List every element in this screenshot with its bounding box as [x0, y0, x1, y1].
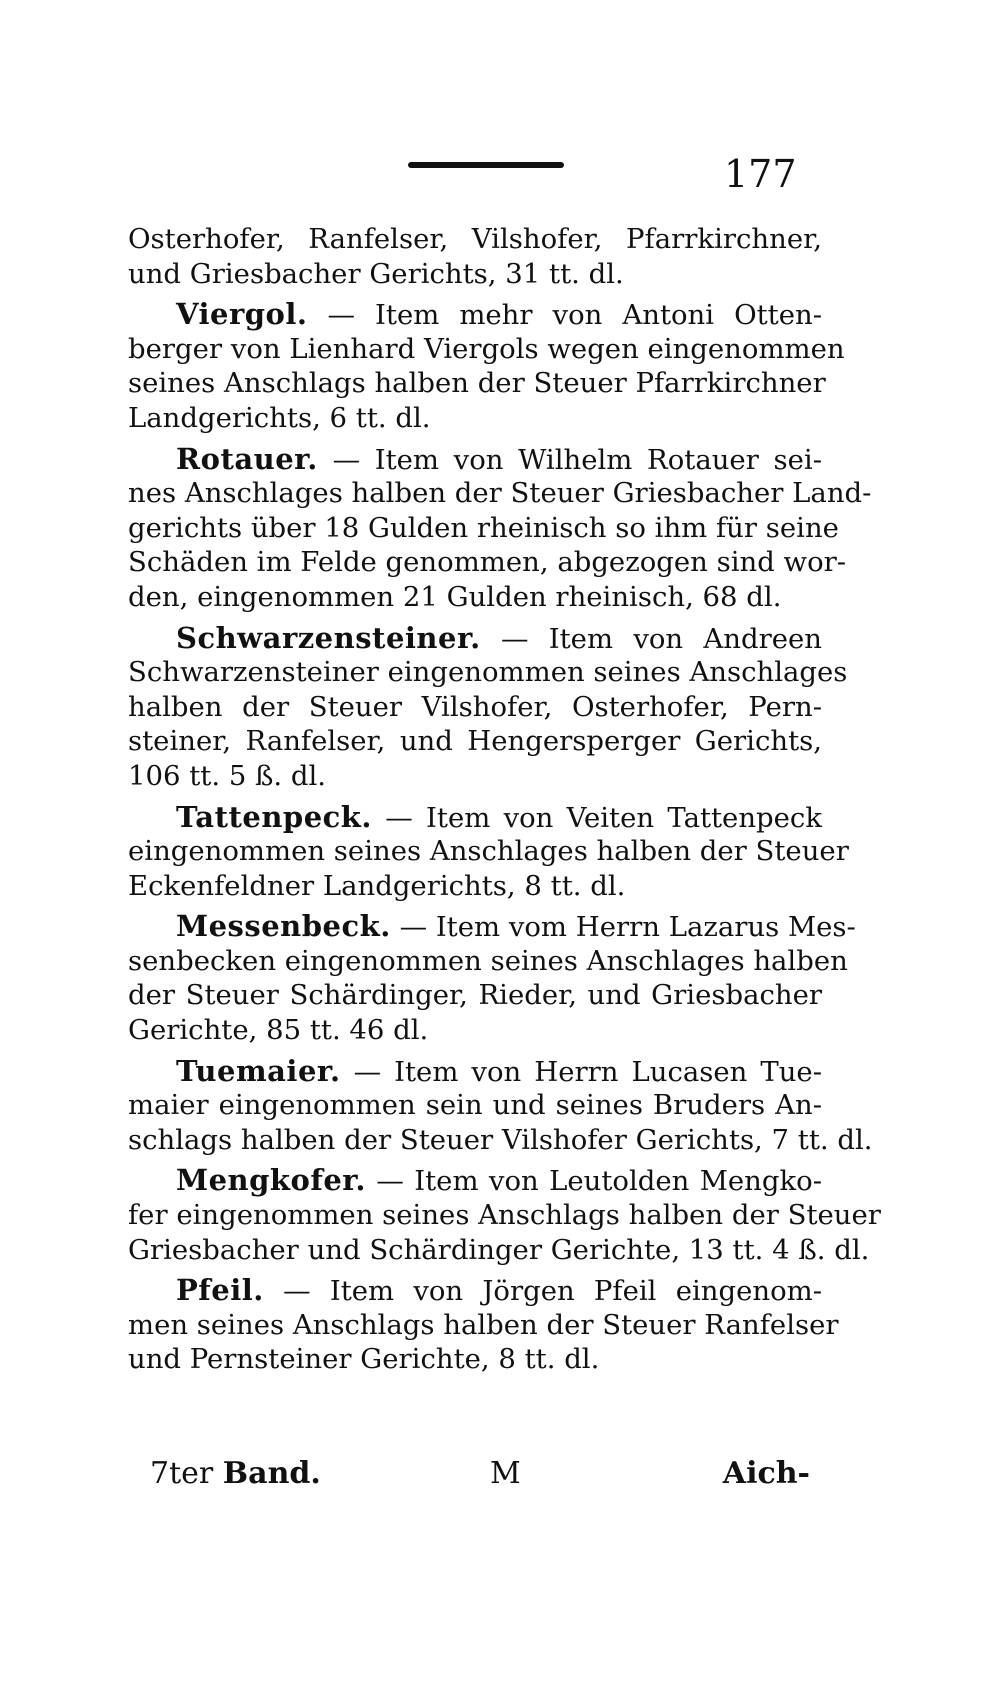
entry-name: Schwarzensteiner. [176, 620, 481, 655]
text-line: Landgerichts, 6 tt. dl. [128, 401, 431, 434]
entry-schwarzensteiner [128, 620, 848, 794]
text-line: und Griesbacher Gerichts, 31 tt. dl. [128, 257, 624, 290]
entry-pfeil [128, 1273, 839, 1377]
text-line: gerichts über 18 Gulden rheinisch so ihm für seine [128, 511, 839, 544]
text-line: Griesbacher und Schärdinger Gerichte, 13 tt. 4 ß. dl. [128, 1233, 870, 1266]
entry-name: Rotauer. [176, 441, 318, 476]
text-line: fer eingenommen seines Anschlags halben der Steuer [128, 1199, 881, 1232]
text-line: 106 tt. 5 ß. dl. [128, 759, 327, 792]
text-line: — Item mehr von Antoni Otten- [327, 299, 823, 332]
entry-first-line [128, 1273, 822, 1308]
entry-name: Tuemaier. [176, 1053, 341, 1088]
entry-viergol [128, 297, 845, 435]
entry-mengkofer [128, 1163, 881, 1267]
entry-name: Pfeil. [176, 1273, 264, 1308]
text-line: berger von Lienhard Viergols wegen eingenommen [128, 332, 845, 365]
text-line: Schäden im Felde genommen, abgezogen sind wor- [128, 546, 847, 579]
entry-rotauer [128, 441, 872, 615]
text-line: den, eingenommen 21 Gulden rheinisch, 68 dl. [128, 580, 782, 613]
text-line: Gerichte, 85 tt. 46 dl. [128, 1014, 429, 1047]
entry-first-line [128, 442, 822, 477]
text-line: Osterhofer, Ranfelser, Vilshofer, Pfarrkirchner, [128, 223, 822, 255]
entry-tuemaier [128, 1053, 873, 1158]
catchword: Aich- [722, 1456, 810, 1491]
header-rule [408, 162, 564, 168]
entry-tattenpeck [128, 799, 849, 904]
entry-first-line [128, 621, 822, 656]
page-number: 177 [724, 152, 797, 196]
text-line: — Item von Herrn Lucasen Tue- [353, 1055, 822, 1088]
entry-first-line [128, 1163, 822, 1198]
signature-mark: M [490, 1456, 521, 1491]
text-line: — Item von Jörgen Pfeil eingenom- [283, 1275, 822, 1308]
volume-label [150, 1452, 321, 1496]
entry-first-line [128, 909, 856, 944]
text-line: der Steuer Schärdinger, Rieder, und Griesbacher [128, 979, 822, 1012]
text-line: schlags halben der Steuer Vilshofer Gerichts, 7 tt. dl. [128, 1123, 873, 1156]
page-footer [150, 1452, 810, 1496]
text-line: nes Anschlages halben der Steuer Griesbacher Land- [128, 477, 872, 510]
entry-first-line [128, 800, 822, 835]
entry-continuation [128, 222, 822, 291]
text-line: men seines Anschlags halben der Steuer Ranfelser [128, 1308, 839, 1341]
text-line: seines Anschlags halben der Steuer Pfarrkirchner [128, 367, 826, 400]
volume-word: Band. [222, 1456, 321, 1491]
text-line: maier eingenommen sein und seines Bruders An- [128, 1089, 822, 1122]
text-line: und Pernsteiner Gerichte, 8 tt. dl. [128, 1343, 600, 1376]
text-line: — Item von Leutolden Mengko- [376, 1165, 822, 1198]
entry-first-line [128, 1054, 822, 1089]
text-line: — Item von Andreen [500, 622, 822, 655]
entry-name: Mengkofer. [176, 1163, 366, 1198]
entry-name: Tattenpeck. [176, 799, 372, 834]
entry-messenbeck [128, 909, 856, 1047]
text-line: senbecken eingenommen seines Anschlages halben [128, 944, 848, 977]
entry-name: Messenbeck. [176, 909, 391, 944]
text-line: — Item vom Herrn Lazarus Mes- [399, 911, 856, 944]
text-line: Schwarzensteiner eingenommen seines Anschlages [128, 656, 848, 689]
text-block [128, 222, 881, 1377]
text-line: Eckenfeldner Landgerichts, 8 tt. dl. [128, 869, 626, 902]
volume-number: 7ter [150, 1456, 214, 1491]
entry-first-line [128, 297, 822, 332]
text-line: halben der Steuer Vilshofer, Osterhofer, Pern- [128, 690, 822, 723]
text-line: — Item von Veiten Tattenpeck [385, 801, 822, 834]
text-line: — Item von Wilhelm Rotauer sei- [332, 443, 822, 476]
entry-name: Viergol. [176, 297, 308, 332]
text-line: eingenommen seines Anschlages halben der Steuer [128, 835, 849, 868]
text-line: steiner, Ranfelser, und Hengersperger Gerichts, [128, 725, 822, 758]
